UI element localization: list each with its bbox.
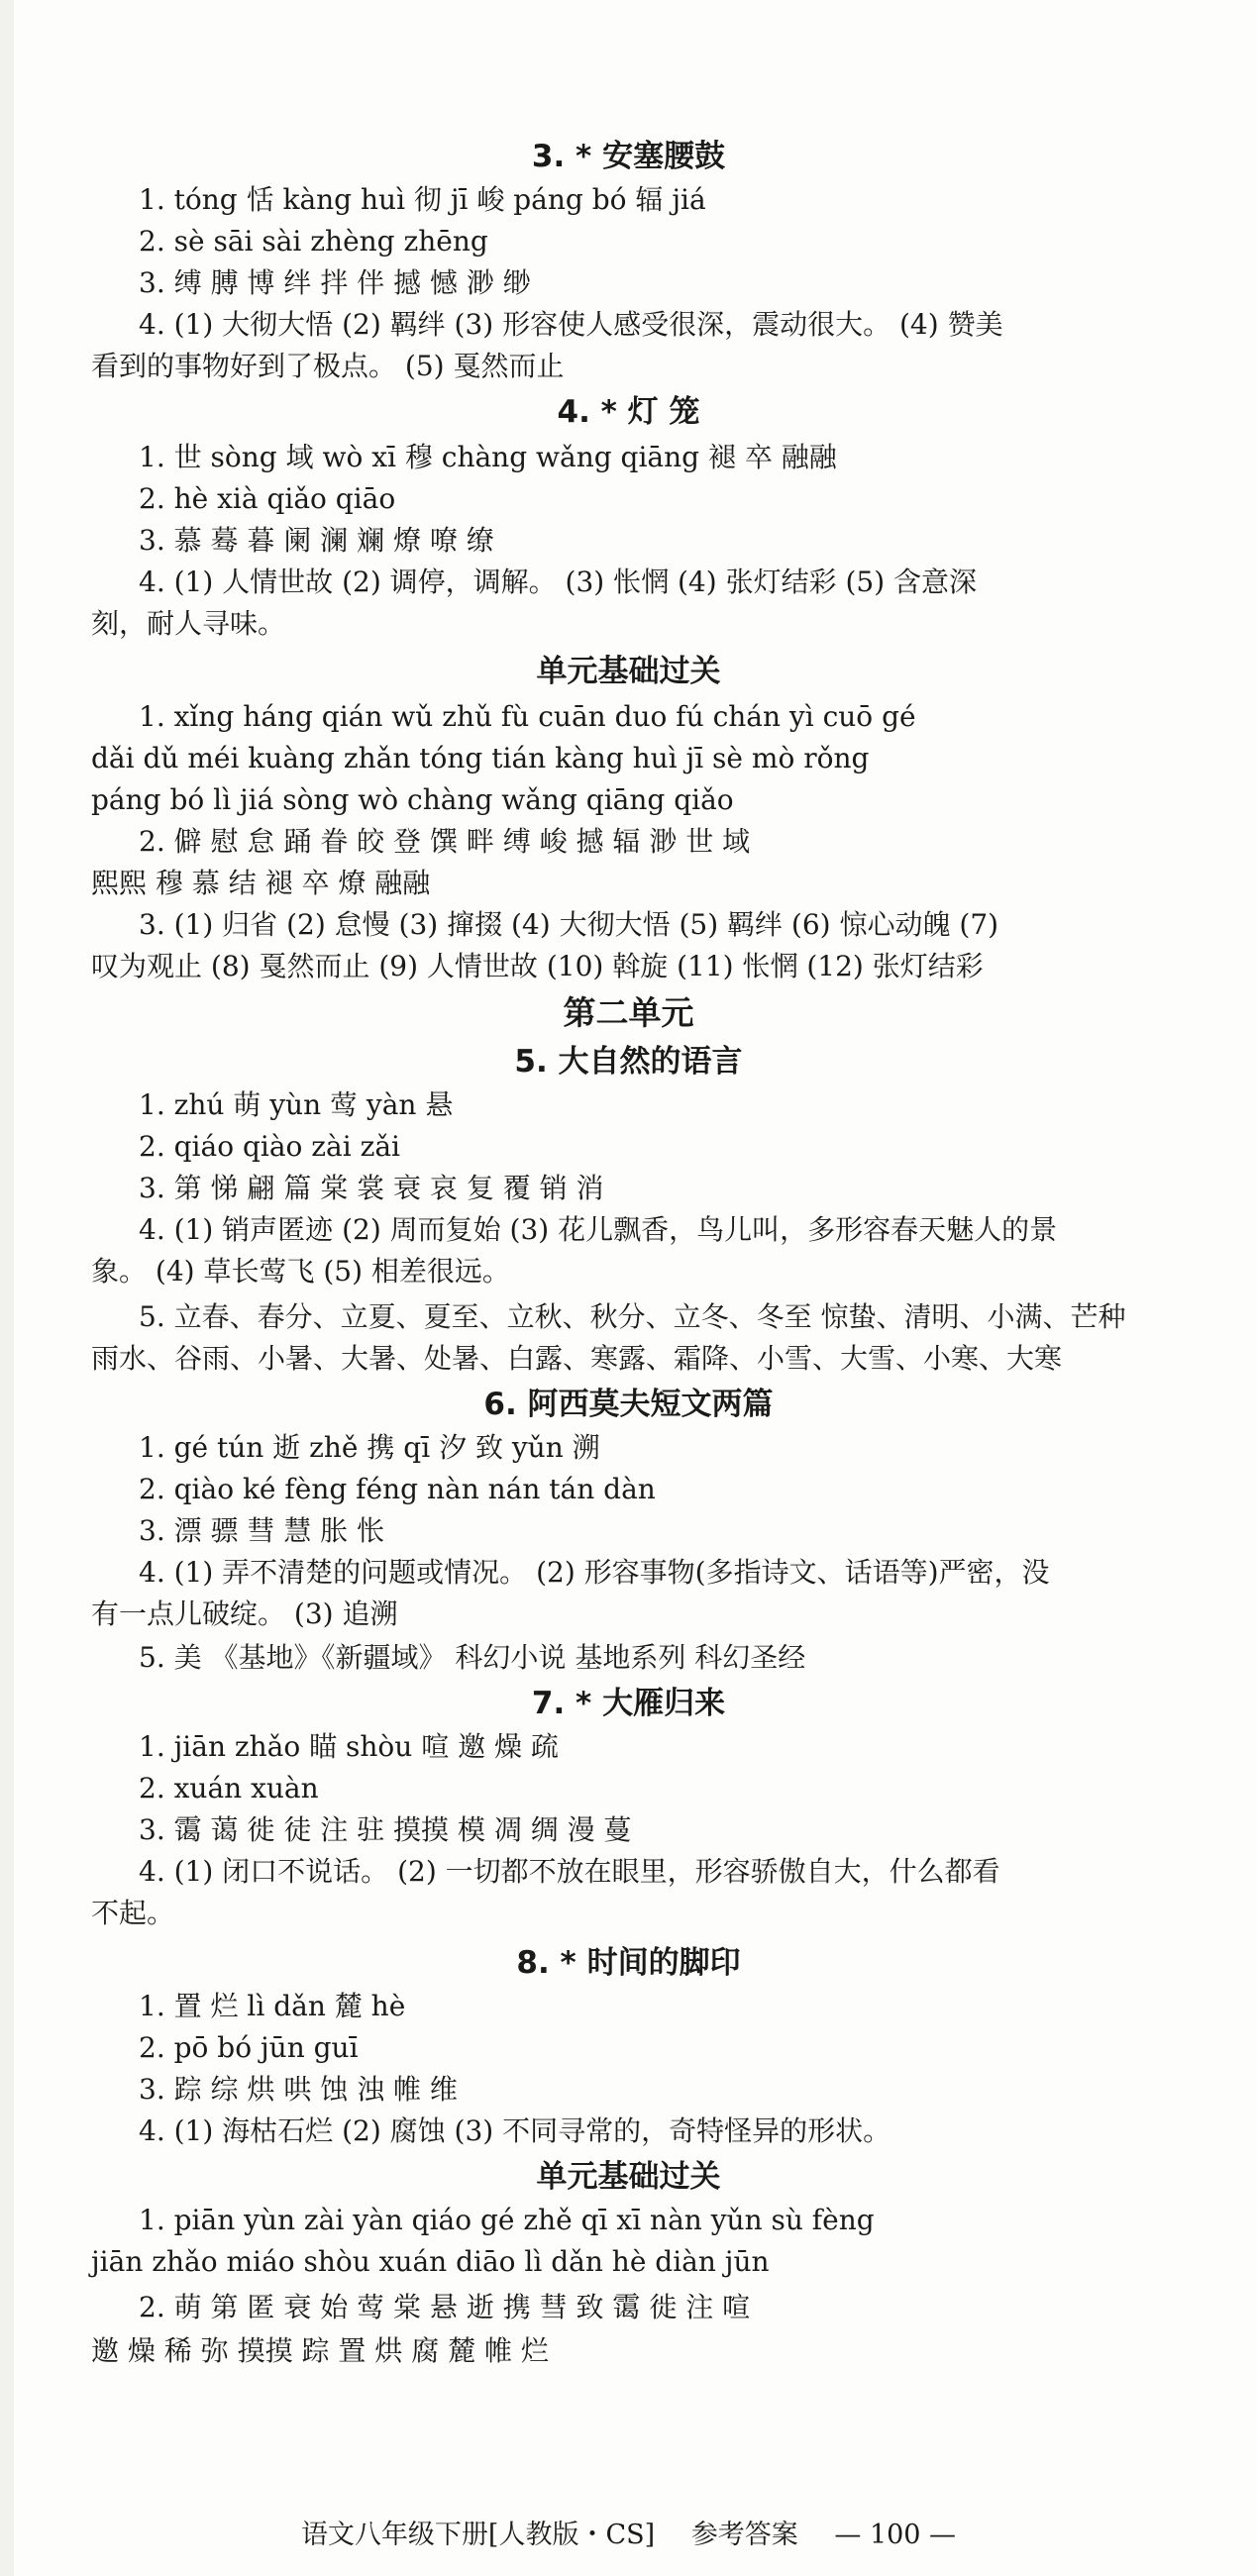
answer-line: 5. 美 《基地》《新疆域》 科幻小说 基地系列 科幻圣经 xyxy=(139,1641,806,1674)
answer-line: 1. jiān zhǎo 瞄 shòu 喧 邀 燥 疏 xyxy=(139,1730,559,1763)
answer-line: 4. (1) 闭口不说话。 (2) 一切都不放在眼里，形容骄傲自大，什么都看 xyxy=(139,1855,1000,1888)
answer-line: 3. 第 悌 翩 篇 棠 裳 衰 哀 复 覆 销 消 xyxy=(139,1172,604,1204)
answer-line: 1. tóng 恬 kàng huì 彻 jī 峻 páng bó 辐 jiá xyxy=(139,183,706,216)
answer-line: 叹为观止 (8) 戛然而止 (9) 人情世故 (10) 斡旋 (11) 怅惘 (12) 张灯结彩 xyxy=(91,950,984,982)
section-title-unit-review: 单元基础过关 xyxy=(536,654,721,689)
answer-line: 熙熙 穆 慕 结 褪 卒 燎 融融 xyxy=(91,867,431,899)
answer-line: páng bó lì jiá sòng wò chàng wǎng qiāng qiǎo xyxy=(91,783,734,816)
answer-line: 不起。 xyxy=(91,1897,175,1929)
section-title-wild-geese: 7. * 大雁归来 xyxy=(531,1686,726,1721)
answer-line: 2. qiào ké fèng féng nàn nán tán dàn xyxy=(139,1473,656,1505)
answer-line: 1. xǐng háng qián wǔ zhǔ fù cuān duo fú chán yì cuō gé xyxy=(139,700,916,733)
answer-line: 3. (1) 归省 (2) 怠慢 (3) 撺掇 (4) 大彻大悟 (5) 羁绊 (6) 惊心动魄 (7) xyxy=(139,908,999,941)
answer-line: 2. 僻 慰 怠 踊 眷 皎 登 馔 畔 缚 峻 撼 辐 渺 世 域 xyxy=(139,825,751,858)
answer-line: dǎi dǔ méi kuàng zhǎn tóng tián kàng huì jī sè mò rǒng xyxy=(91,742,870,774)
answer-line: 5. 立春、春分、立夏、夏至、立秋、秋分、立冬、冬至 惊蛰、清明、小满、芒种 xyxy=(139,1300,1126,1333)
page-footer xyxy=(0,2518,1257,2553)
answer-line: 4. (1) 大彻大悟 (2) 羁绊 (3) 形容使人感受很深，震动很大。 (4) 赞美 xyxy=(139,308,1003,341)
answer-line: 2. xuán xuàn xyxy=(139,1772,319,1804)
answer-line: 3. 缚 膊 博 绊 拌 伴 撼 憾 渺 缈 xyxy=(139,266,531,299)
answer-line: 4. (1) 销声匿迹 (2) 周而复始 (3) 花儿飘香，鸟儿叫，多形容春天魅人的景 xyxy=(139,1213,1058,1246)
page-number: — 100 — xyxy=(834,2520,957,2550)
answer-line: 2. 萌 第 匿 衰 始 莺 棠 悬 逝 携 彗 致 霭 徙 注 喧 xyxy=(139,2291,751,2323)
answer-line: 1. 置 烂 lì dǎn 麓 hè xyxy=(139,1990,406,2022)
section-title-deng-long: 4. * 灯 笼 xyxy=(557,394,700,430)
answer-line: 2. pō bó jūn guī xyxy=(139,2031,359,2064)
answer-line: 看到的事物好到了极点。 (5) 戛然而止 xyxy=(91,350,565,382)
answer-line: 3. 霭 蔼 徙 徒 注 驻 摸摸 模 凋 绸 漫 蔓 xyxy=(139,1813,632,1846)
answer-line: 邀 燥 稀 弥 摸摸 踪 置 烘 腐 麓 帷 烂 xyxy=(91,2334,549,2367)
answer-line: 1. gé tún 逝 zhě 携 qī 汐 致 yǔn 溯 xyxy=(139,1431,600,1464)
footer-book-title: 语文八年级下册[人教版・CS] xyxy=(300,2520,656,2550)
section-title-footprints-of-time: 8. * 时间的脚印 xyxy=(516,1945,741,1981)
footer-label: 参考答案 xyxy=(690,2520,798,2550)
answer-line: 有一点儿破绽。 (3) 追溯 xyxy=(91,1597,398,1630)
answer-line: 1. 世 sòng 域 wò xī 穆 chàng wǎng qiāng 褪 卒 融融 xyxy=(139,441,837,473)
answer-line: 3. 漂 骠 彗 慧 胀 怅 xyxy=(139,1514,385,1547)
answer-line: 2. hè xià qiǎo qiāo xyxy=(139,482,396,515)
answer-line: jiān zhǎo miáo shòu xuán diāo lì dǎn hè diàn jūn xyxy=(91,2245,770,2278)
answer-line: 3. 慕 蓦 暮 阑 澜 斓 燎 嘹 缭 xyxy=(139,524,494,557)
answer-line: 4. (1) 人情世故 (2) 调停，调解。 (3) 怅惘 (4) 张灯结彩 (5) 含意深 xyxy=(139,566,978,598)
answer-line: 2. qiáo qiào zài zǎi xyxy=(139,1130,400,1163)
answer-line: 刻，耐人寻味。 xyxy=(91,607,286,640)
answer-line: 3. 踪 综 烘 哄 蚀 浊 帷 维 xyxy=(139,2073,458,2106)
section-title-nature-language: 5. 大自然的语言 xyxy=(514,1044,743,1080)
answer-line: 雨水、谷雨、小暑、大暑、处暑、白露、寒露、霜降、小雪、大雪、小寒、大寒 xyxy=(91,1342,1063,1375)
answer-line: 1. piān yùn zài yàn qiáo gé zhě qī xī nàn yǔn sù fèng xyxy=(139,2204,875,2236)
answer-line: 2. sè sāi sài zhèng zhēng xyxy=(139,225,488,258)
answer-line: 象。 (4) 草长莺飞 (5) 相差很远。 xyxy=(91,1255,510,1288)
section-title-an-sai-yao-gu: 3. * 安塞腰鼓 xyxy=(531,139,726,174)
section-title-unit-review: 单元基础过关 xyxy=(536,2159,721,2195)
section-title-asimov: 6. 阿西莫夫短文两篇 xyxy=(483,1387,774,1422)
unit-heading: 第二单元 xyxy=(563,993,694,1032)
answer-line: 4. (1) 海枯石烂 (2) 腐蚀 (3) 不同寻常的，奇特怪异的形状。 xyxy=(139,2114,891,2147)
answer-line: 1. zhú 萌 yùn 莺 yàn 悬 xyxy=(139,1088,454,1121)
answer-line: 4. (1) 弄不清楚的问题或情况。 (2) 形容事物(多指诗文、话语等)严密，没 xyxy=(139,1556,1050,1589)
